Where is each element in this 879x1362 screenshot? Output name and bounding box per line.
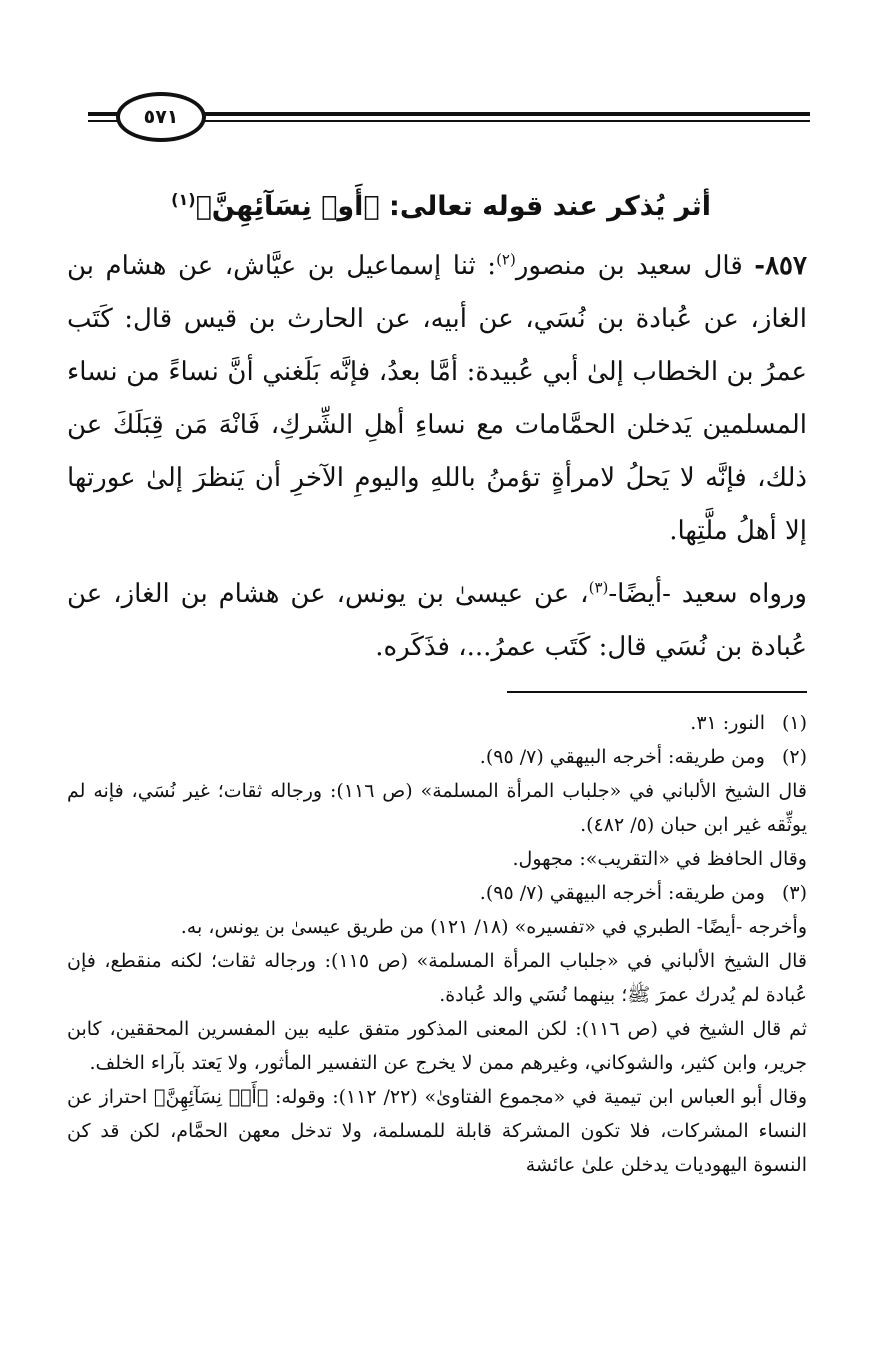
paragraph-text: ورواه سعيد -أيضًا- [608,579,807,609]
section-heading [111,178,711,229]
footnote-line: قال الشيخ الألباني في «جلباب المرأة المسلمة» (ص ١١٦): ورجاله ثقات؛ غير نُسَي، فإنه لم يوثِّقه غير ابن حبان (٥/ ٤٨٢). [67,780,807,836]
footnote-marker: (١) [781,712,807,734]
footnote-line: النور: ٣١. [690,712,765,734]
footnote-body [67,706,765,740]
main-text [67,240,807,674]
footnote-line: قال الشيخ الألباني في «جلباب المرأة المسلمة» (ص ١١٥): ورجاله ثقات؛ لكنه منقطع، فإن عُبادة لم يُدرك عمرَ ﷺ؛ بينهما نُسَي والد عُبادة. [67,950,807,1006]
footnote-line: ومن طريقه: أخرجه البيهقي (٧/ ٩٥). [479,746,765,768]
footnote-body [67,740,765,774]
footnote-line: وأخرجه -أيضًا- الطبري في «تفسيره» (١٨/ ١٢١) من طريق عيسىٰ بن يونس، به. [180,916,807,938]
footnote [67,876,807,910]
paragraph-text: قال سعيد بن منصور [515,251,755,281]
main-paragraph [67,568,807,674]
footnote-ref: (٢) [496,250,516,269]
footnote-separator [507,691,807,693]
heading-footnote-ref: (١) [171,190,196,209]
paragraph-text: : ثنا إسماعيل بن عيَّاش، عن هشام بن الغاز، عن عُبادة بن نُسَي، عن أبيه، عن الحارث بن قيس قال: كَتَب عمرُ بن الخطاب إلىٰ أبي عُبيدة: أمَّا بعدُ، فإنَّه بَلَغني أنَّ نساءً من نساء المسلمين يَدخلن الحمَّامات مع نساءِ أهلِ الشِّركِ، فَانْهَ مَن قِبَلَكَ عن ذلك، فإنَّه لا يَحلُ لامرأةٍ تؤمنُ باللهِ واليومِ الآخرِ أن يَنظرَ إلىٰ عورتها إلا أهلُ ملَّتِها. [67,251,807,546]
footnotes [67,706,807,1182]
section-heading-text: أثر يُذكر عند قوله تعالى: ﴿أَوۡ نِسَآئِهِنَّ﴾ [195,191,711,222]
page-header [88,92,810,148]
page-number: ٥٧١ [143,105,179,128]
footnote-body [67,876,765,910]
main-paragraph [67,240,807,558]
footnote-line: ومن طريقه: أخرجه البيهقي (٧/ ٩٥). [479,882,765,904]
footnote [67,740,807,774]
footnote-ref: (٣) [588,578,609,597]
footnote-marker: (٢) [781,746,807,768]
page-number-badge [116,92,206,142]
footnote [67,706,807,740]
narration-number: ٨٥٧- [754,251,807,281]
footnote-line: ثم قال الشيخ في (ص ١١٦): لكن المعنى المذكور متفق عليه بين المفسرين المحققين، كابن جرير، وابن كثير، والشوكاني، وغيرهم ممن لا يخرج عن التفسير المأثور، ولا يَعتد بآراء الخلف. [67,1018,808,1074]
footnote-line: وقال الحافظ في «التقريب»: مجهول. [512,848,807,870]
footnote-line: وقال أبو العباس ابن تيمية في «مجموع الفتاوىٰ» (٢٢/ ١١٢): وقوله: ﴿أَوۡ نِسَآئِهِنَّ﴾ احتراز عن النساء المشركات، فلا تكون المشركة قابلة للمسلمة، ولا تدخل معهن الحمَّام، لكن قد كن النسوة اليهوديات يدخلن علىٰ عائشة [67,1086,807,1176]
footnote-marker: (٣) [781,882,807,904]
paragraph-text: ، عن عيسىٰ بن يونس، عن هشام بن الغاز، عن عُبادة بن نُسَي قال: كَتَب عمرُ...، فذَكَره. [67,579,807,662]
